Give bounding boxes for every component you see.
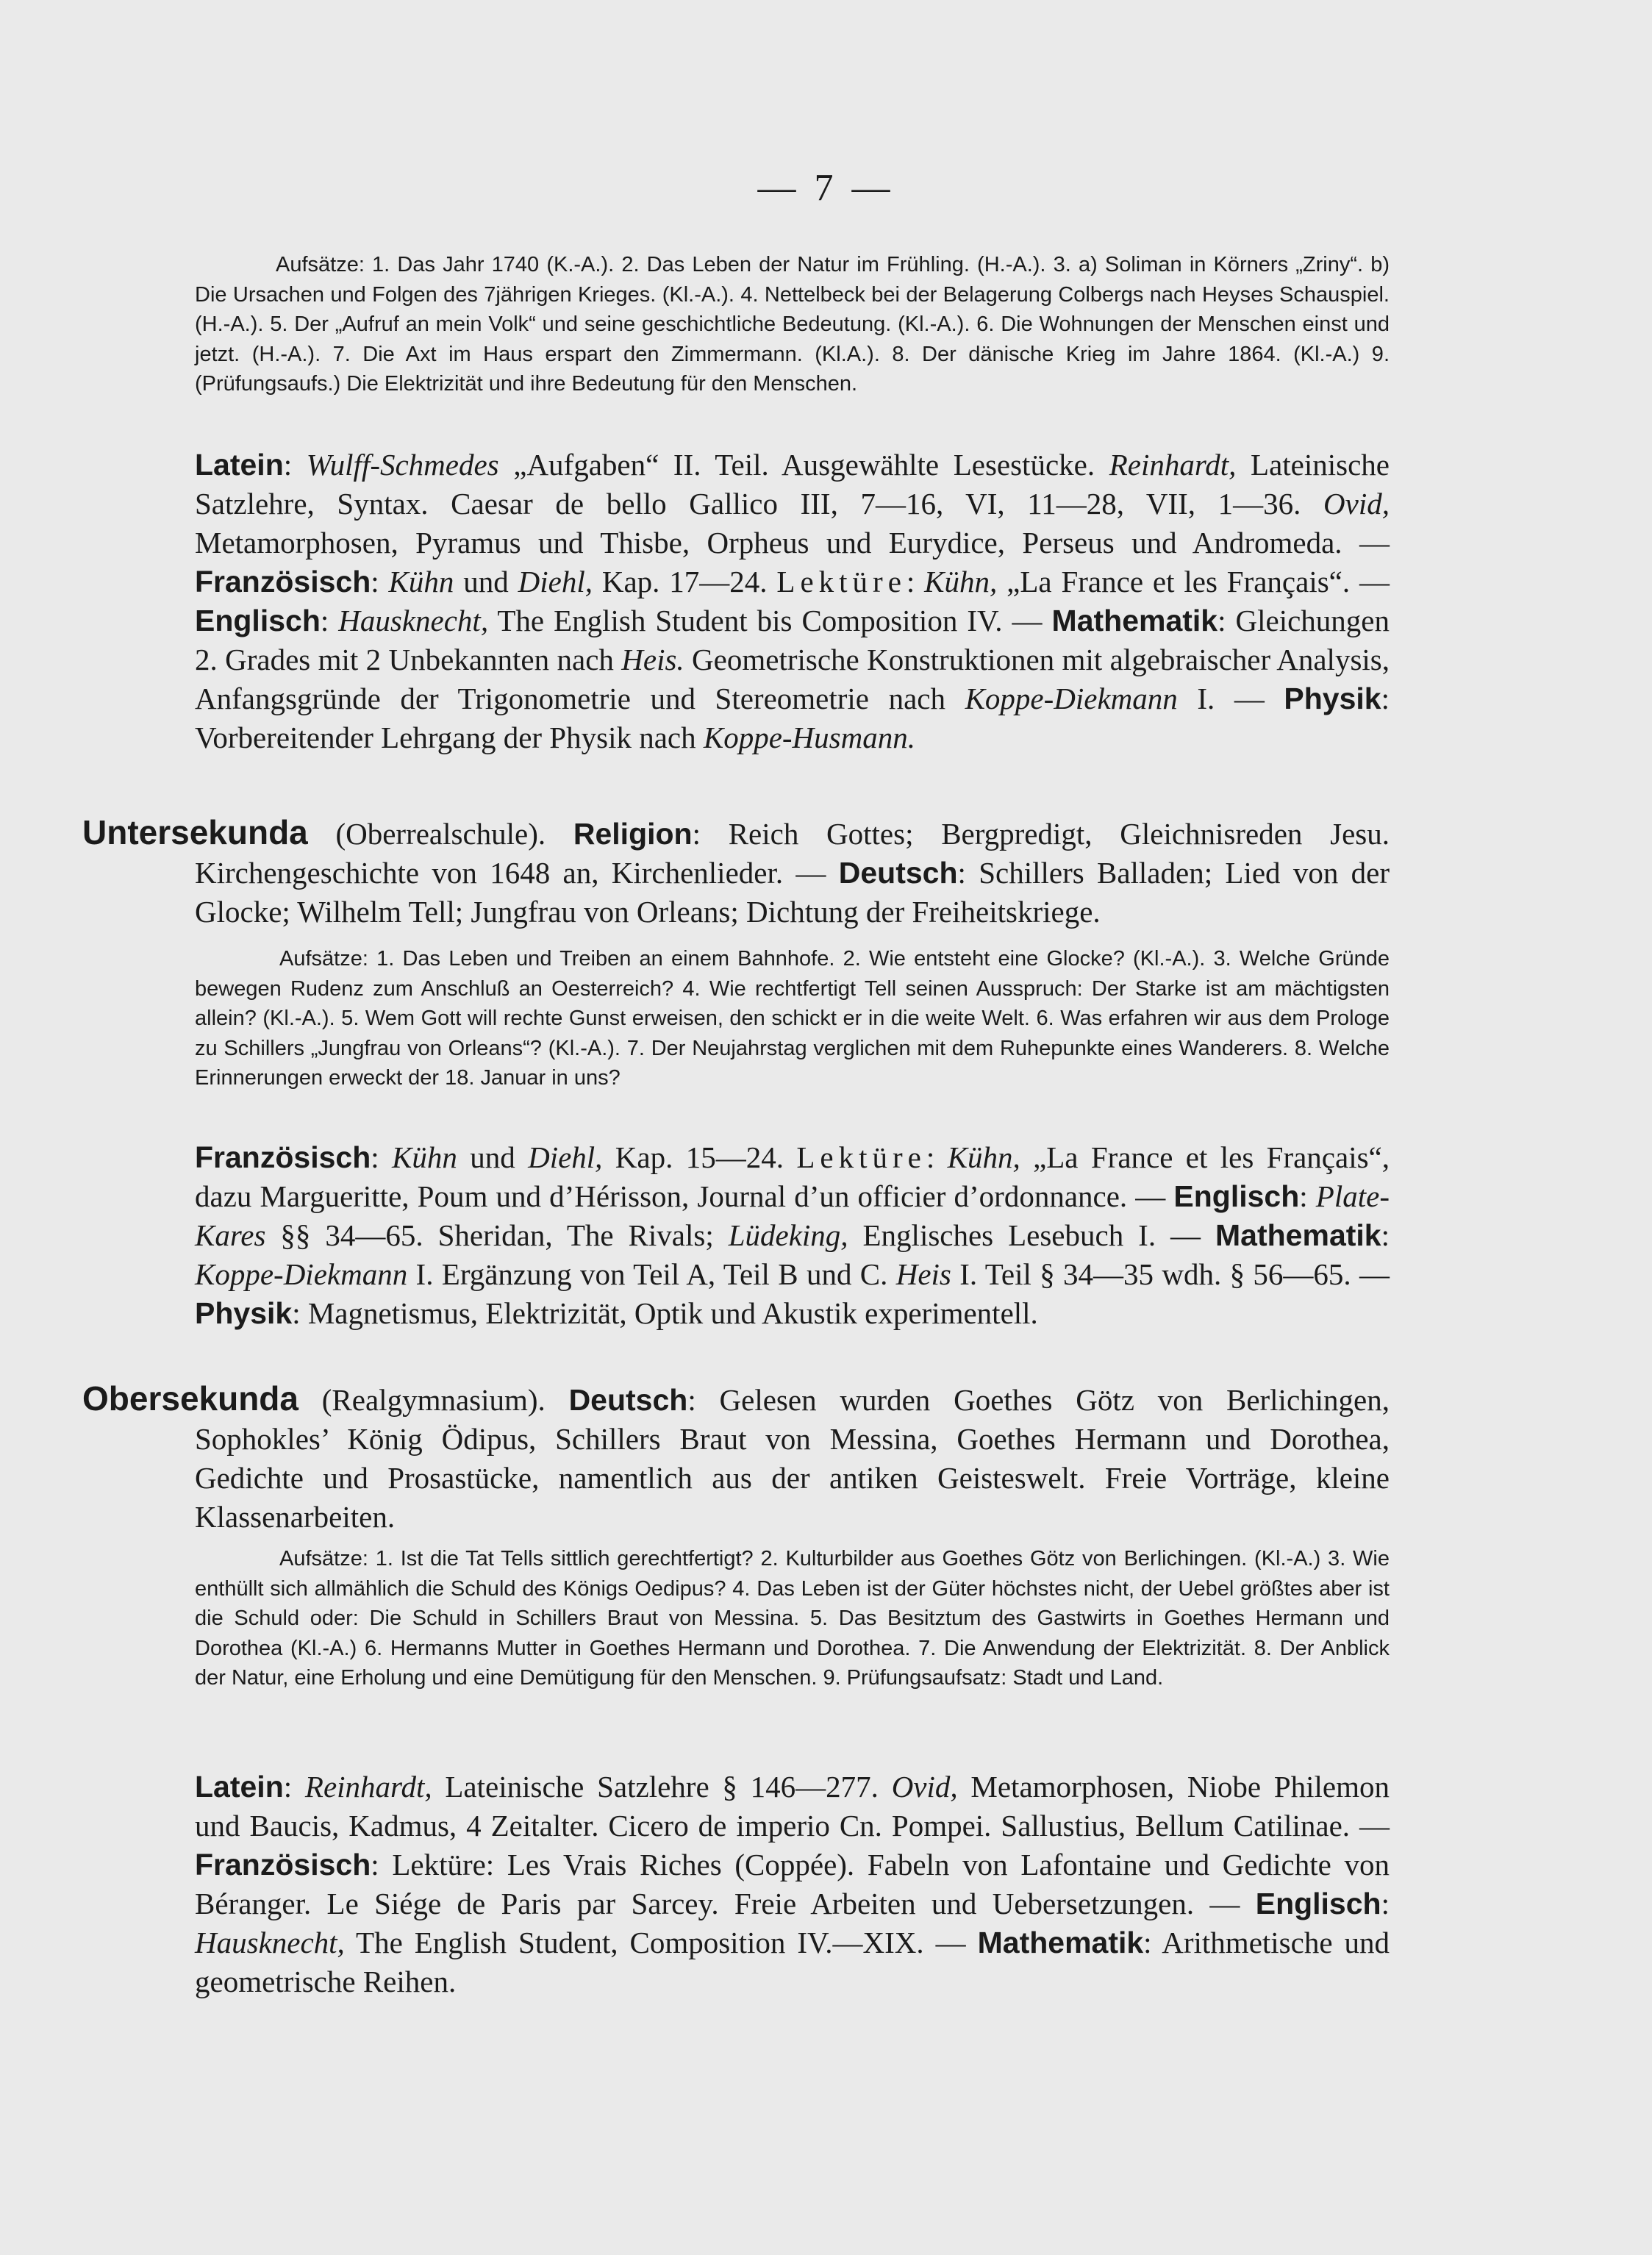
untersekunda-subjects (195, 1138, 1390, 1333)
text-run: : (283, 448, 307, 482)
obertertia-subjects (195, 446, 1390, 757)
essay-topics: Aufsätze: 1. Das Leben und Treiben an einem Bahnhofe. 2. Wie entsteht eine Glocke? (Kl.-A.). 3. Welche Gründe bewegen Rudenz zum Anschluß an Oesterreich? 4. Wie rechtfertigt Tell seinen Ausspruch: Der Starke ist am mächtigsten allein? (Kl.-A.). 5. Wem Gott will rechte Gunst erweisen, den schickt er in die weite Welt. 6. Was erfahren wir aus dem Prologe zu Schillers „Jungfrau von Orleans“? (Kl.-A.). 7. Der Neujahrstag verglichen mit dem Ruhepunkte eines Wanderers. 8. Welche Erinnerungen erweckt der 18. Januar in uns? (195, 947, 1390, 1090)
italic-run: Reinhardt, (304, 1770, 432, 1804)
italic-run: Heis. (621, 643, 684, 676)
italic-run: Koppe-Husmann. (703, 721, 915, 754)
italic-run: Diehl, (518, 565, 593, 598)
italic-run: Plate-Kares (195, 1179, 1390, 1252)
essay-topics: Aufsätze: 1. Ist die Tat Tells sittlich gerechtfertigt? 2. Kulturbilder aus Goethes Götz von Berlichingen. (Kl.-A.) 3. Wie enthüllt sich allmählich die Schuld des Königs Oedipus? 4. Das Leben ist der Güter höchstes nicht, der Uebel größtes aber ist die Schuld oder: Die Schuld in Schillers Braut von Messina. 5. Das Besitztum des Gastwirts in Goethes Hermann und Dorothea (Kl.-A.) 6. Hermanns Mutter in Goethes Hermann und Dorothea. 7. Die Anwendung der Elektrizität. 8. Der Anblick der Natur, eine Erholung und eine Demütigung für den Menschen. 9. Prüfungsaufsatz: Stadt und Land. (195, 1547, 1390, 1690)
text-run: : Reich Gottes; Bergpredigt, Gleichnisreden Jesu. Kirchengeschichte von 1648 an, Kirchenlieder. — (195, 817, 1390, 890)
subjects-paragraph (195, 1138, 1390, 1333)
page-number: — 7 — (757, 167, 895, 209)
subject-heading: Religion (573, 817, 693, 851)
obertertia-aufsaetze (195, 250, 1390, 399)
obersekunda-aufsaetze (195, 1544, 1390, 1693)
text-run: : Lektüre: Les Vrais Riches (Coppée). Fabeln von Lafontaine und Gedichte von Béranger. Le Siége de Paris par Sarcey. Freie Arbeiten und Uebersetzungen. — (195, 1848, 1390, 1920)
text-run: : (371, 565, 389, 598)
text-run: Lateinische Satzlehre § 146—277. (432, 1770, 892, 1804)
subject-heading: Englisch (1173, 1179, 1300, 1213)
italic-run: Koppe-Diekmann (965, 682, 1178, 715)
class-heading: Untersekunda (82, 813, 308, 851)
spaced-run: Lektüre (776, 565, 907, 598)
text-run: (Realgymnasium). (298, 1383, 569, 1417)
text-run: : (1381, 1887, 1390, 1920)
text-run: Geometrische Konstruktionen mit algebraischer Analysis, Anfangsgründe der Trigonometrie und Stereometrie nach (195, 643, 1390, 715)
subject-heading: Latein (195, 448, 284, 482)
class-heading: Obersekunda (82, 1379, 298, 1418)
subject-heading: Französisch (195, 1848, 371, 1881)
text-run: (Oberrealschule). (307, 817, 573, 851)
text-run: : (926, 1140, 948, 1174)
italic-run: Kühn, (947, 1140, 1020, 1174)
subjects-paragraph (195, 1768, 1390, 2001)
italic-run: Lüdeking, (728, 1218, 848, 1252)
text-run: „La France et les Français“, dazu Margueritte, Poum und d’Hérisson, Journal d’un officier d’ordonnance. — (195, 1140, 1390, 1213)
text-run: I. Ergänzung von Teil A, Teil B und C. (407, 1257, 896, 1291)
subject-heading: Mathematik (1215, 1218, 1381, 1252)
subject-heading: Physik (1284, 682, 1381, 715)
untersekunda-section (82, 813, 1390, 932)
subject-heading: Französisch (195, 565, 371, 598)
italic-run: Kühn (388, 565, 454, 598)
subject-heading: Englisch (195, 604, 321, 637)
spaced-run: Lektüre (796, 1140, 926, 1174)
text-run: : (906, 565, 925, 598)
italic-run: Kühn, (924, 565, 998, 598)
text-run: I. — (1177, 682, 1284, 715)
subject-heading: Englisch (1255, 1887, 1381, 1920)
subject-heading: Mathematik (977, 1926, 1144, 1959)
text-run: Metamorphosen, Niobe Philemon und Baucis, Kadmus, 4 Zeitalter. Cicero de imperio Cn. Pompei. Sallustius, Bellum Catilinae. — (195, 1770, 1390, 1843)
text-run: Kap. 15—24. (602, 1140, 797, 1174)
obersekunda-subjects (195, 1768, 1390, 2001)
untersekunda-aufsaetze (195, 944, 1390, 1093)
italic-run: Hausknecht, (195, 1926, 345, 1959)
text-run: Kap. 17—24. (592, 565, 777, 598)
text-run: The English Student, Composition IV.—XIX. — (344, 1926, 978, 1959)
italic-run: Hausknecht, (338, 604, 489, 637)
subject-heading: Französisch (195, 1140, 371, 1174)
subject-heading: Deutsch (838, 856, 958, 890)
text-run: : (1381, 1218, 1390, 1252)
text-run: und (457, 1140, 529, 1174)
text-run: I. Teil § 34—35 wdh. § 56—65. — (951, 1257, 1390, 1291)
section-paragraph (82, 813, 1390, 932)
italic-run: Ovid, (1323, 487, 1390, 521)
italic-run: Reinhardt, (1109, 448, 1237, 482)
text-run: : Magnetismus, Elektrizität, Optik und Akustik experimentell. (292, 1296, 1038, 1330)
italic-run: Diehl, (528, 1140, 603, 1174)
text-run: und (454, 565, 518, 598)
text-run: : Gelesen wurden Goethes Götz von Berlichingen, Sophokles’ König Ödipus, Schillers Braut von Messina, Goethes Hermann und Dorothea, Gedichte und Prosastücke, namentlich aus der antiken Geisteswelt. Freie Vorträge, kleine Klassenarbeiten. (195, 1383, 1390, 1534)
text-run: „La France et les Français“. — (997, 565, 1390, 598)
text-run: §§ 34—65. Sheridan, The Rivals; (265, 1218, 729, 1252)
text-run: : Arithmetische und geometrische Reihen. (195, 1926, 1390, 1998)
essay-topics: Aufsätze: 1. Das Jahr 1740 (K.-A.). 2. Das Leben der Natur im Frühling. (H.-A.). 3. a) Soliman in Körners „Zriny“. b) Die Ursachen und Folgen des 7jährigen Krieges. (Kl.-A.). 4. Nettelbeck bei der Belagerung Colbergs nach Heyses Schauspiel. (H.-A.). 5. Der „Aufruf an mein Volk“ und seine geschichtliche Bedeutung. (Kl.-A.). 6. Die Wohnungen der Menschen einst und jetzt. (H.-A.). 7. Die Axt im Haus erspart den Zimmermann. (Kl.A.). 8. Der dänische Krieg im Jahre 1864. (Kl.-A.) 9. (Prüfungsaufs.) Die Elektrizität und ihre Bedeutung für den Menschen. (195, 253, 1390, 396)
italic-run: Koppe-Diekmann (195, 1257, 408, 1291)
subject-heading: Mathematik (1051, 604, 1218, 637)
subject-heading: Physik (195, 1296, 293, 1330)
text-run: : (1299, 1179, 1316, 1213)
text-run: : Gleichungen 2. Grades mit 2 Unbekannten nach (195, 604, 1390, 676)
text-run: „Aufgaben“ II. Teil. Ausgewählte Lesestücke. (498, 448, 1109, 482)
text-run: : Schillers Balladen; Lied von der Glocke; Wilhelm Tell; Jungfrau von Orleans; Dichtung der Freiheitskriege. (195, 856, 1390, 929)
subject-heading: Deutsch (568, 1383, 688, 1417)
text-run: Lateinische Satzlehre, Syntax. Caesar de bello Gallico III, 7—16, VI, 11—28, VII, 1—36. (195, 448, 1390, 521)
text-run: The English Student bis Composition IV. — (488, 604, 1052, 637)
text-run: Englisches Lesebuch I. — (848, 1218, 1216, 1252)
italic-run: Heis (895, 1257, 951, 1291)
italic-run: Wulff-Schmedes (306, 448, 499, 482)
italic-run: Ovid, (891, 1770, 958, 1804)
italic-run: Kühn (392, 1140, 457, 1174)
text-run: Metamorphosen, Pyramus und Thisbe, Orpheus und Eurydice, Perseus und Andromeda. — (195, 526, 1390, 560)
text-run: : (320, 604, 339, 637)
subjects-paragraph (195, 446, 1390, 757)
text-run: : (371, 1140, 392, 1174)
subject-heading: Latein (195, 1770, 284, 1804)
section-paragraph (82, 1379, 1390, 1537)
text-run: : (283, 1770, 305, 1804)
obersekunda-section (82, 1379, 1390, 1537)
text-run: : Vorbereitender Lehrgang der Physik nach (195, 682, 1390, 754)
